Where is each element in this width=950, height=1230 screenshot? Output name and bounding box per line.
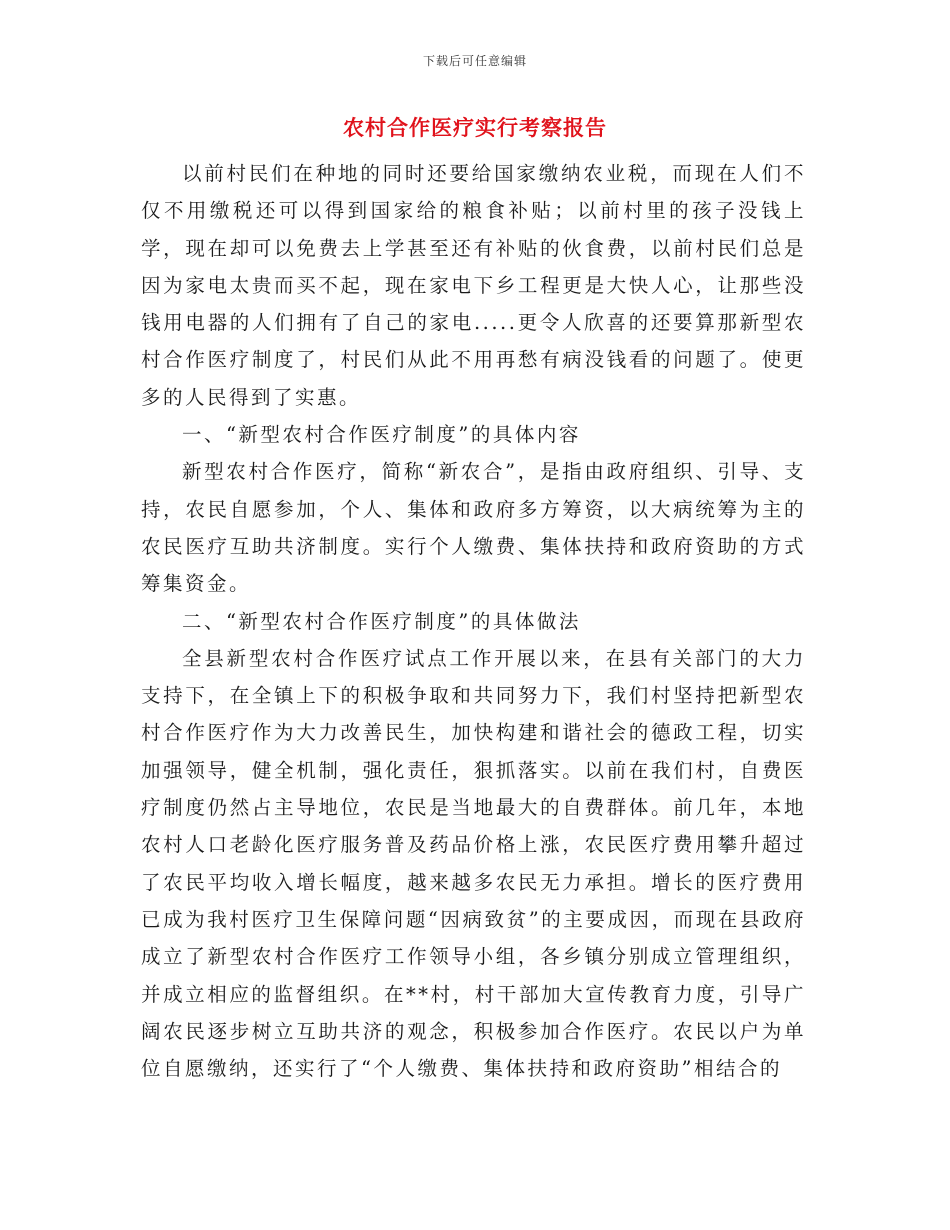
document-title: 农村合作医疗实行考察报告 [343,115,607,140]
section-heading-1: 一、“新型农村合作医疗制度”的具体内容 [181,423,581,447]
page-header-note: 下载后可任意编辑 [422,54,527,68]
paragraph-intro: 以前村民们在种地的同时还要给国家缴纳农业税，而现在人们不仅不用缴税还可以得到国家给的粮食补贴；以前村里的孩子没钱上学，现在却可以免费去上学甚至还有补贴的伙食费，以前村民们总是因为家电太贵而买不起，现在家电下乡工程更是大快人心，让那些没钱用电器的人们拥有了自己的家电.....更令人欣喜的还要算那新型农村合作医疗制度了，村民们从此不用再愁有病没钱看的问题了。使更多的人民得到了实惠。 [141,162,806,409]
paragraph-practice: 全县新型农村合作医疗试点工作开展以来，在县有关部门的大力支持下，在全镇上下的积极争取和共同努力下，我们村坚持把新型农村合作医疗作为大力改善民生，加快构建和谐社会的德政工程，切实加强领导，健全机制，强化责任，狠抓落实。以前在我们村，自费医疗制度仍然占主导地位，农民是当地最大的自费群体。前几年，本地农村人口老龄化医疗服务普及药品价格上涨，农民医疗费用攀升超过了农民平均收入增长幅度，越来越多农民无力承担。增长的医疗费用已成为我村医疗卫生保障问题“因病致贫”的主要成因，而现在县政府成立了新型农村合作医疗工作领导小组，各乡镇分别成立管理组织，并成立相应的监督组织。在**村，村干部加大宣传教育力度，引导广阔农民逐步树立互助共济的观念，积极参加合作医疗。农民以户为单位自愿缴纳，还实行了“个人缴费、集体扶持和政府资助”相结合的 [141,646,806,1081]
section-heading-2: 二、“新型农村合作医疗制度”的具体做法 [181,609,581,633]
document-body [141,155,806,1087]
paragraph-definition: 新型农村合作医疗，简称“新农合”，是指由政府组织、引导、支持，农民自愿参加，个人、集体和政府多方筹资，以大病统筹为主的农民医疗互助共济制度。实行个人缴费、集体扶持和政府资助的方式筹集资金。 [141,460,806,596]
